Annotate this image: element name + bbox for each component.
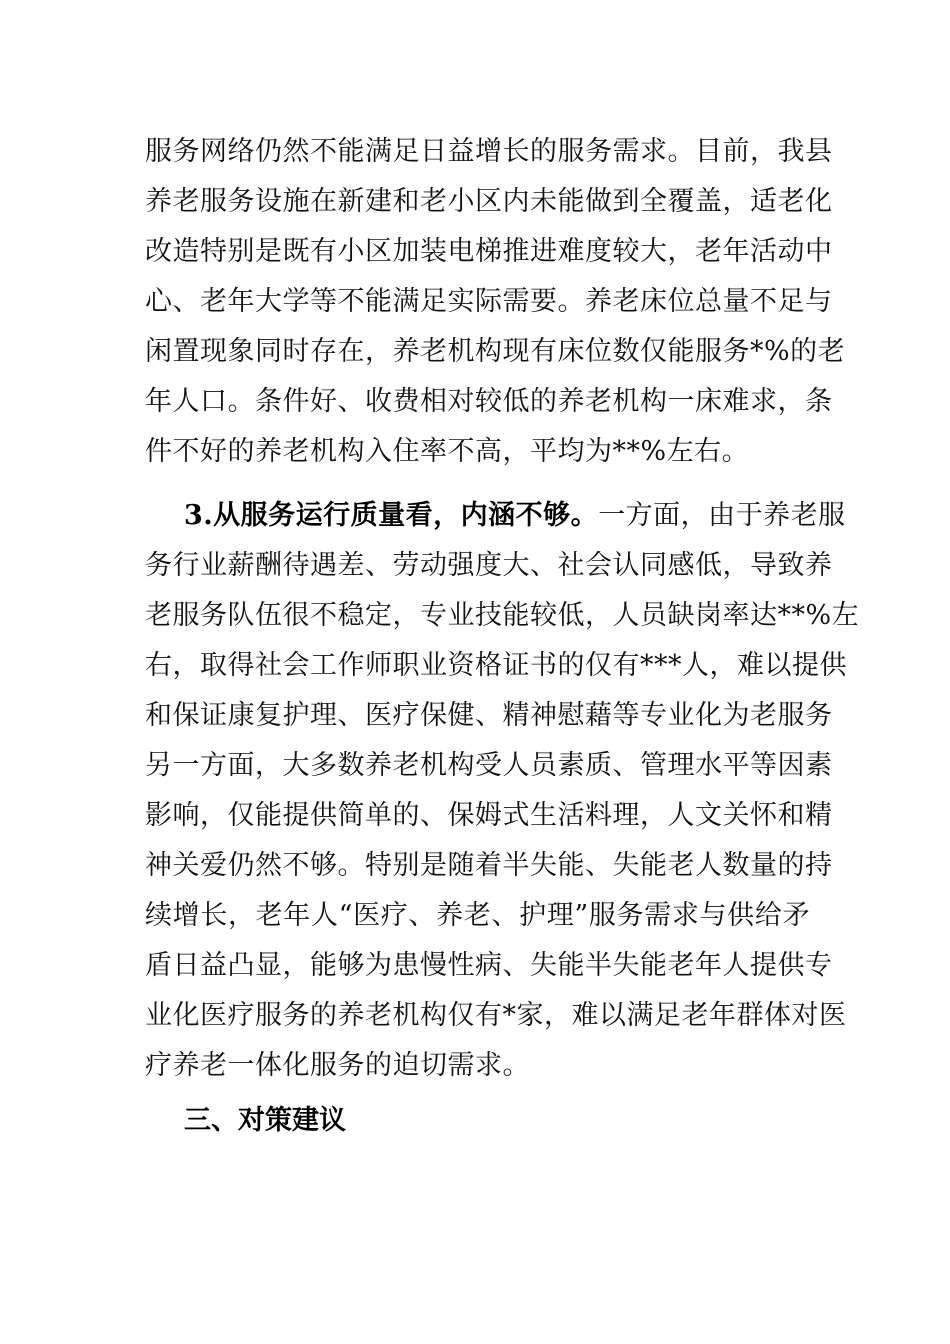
paragraph-2-line-11: 业化医疗服务的养老机构仅有*家，难以满足老年群体对医	[145, 1000, 847, 1031]
paragraph-1-line-2: 养老服务设施在新建和老小区内未能做到全覆盖，适老化	[145, 186, 833, 217]
paragraph-2-line-1	[184, 496, 846, 536]
paragraph-2-line-7: 影响，仅能提供简单的、保姆式生活料理，人文关怀和精	[145, 800, 833, 831]
paragraph-2-line-9: 续增长，老年人“医疗、养老、护理”服务需求与供给矛	[145, 900, 810, 931]
paragraph-1-line-1: 服务网络仍然不能满足日益增长的服务需求。目前，我县	[145, 136, 833, 167]
paragraph-1-line-6: 年人口。条件好、收费相对较低的养老机构一床难求，条	[145, 386, 833, 417]
paragraph-2-line-12: 疗养老一体化服务的迫切需求。	[145, 1050, 530, 1081]
paragraph-1-line-7: 件不好的养老机构入住率不高，平均为**%左右。	[145, 436, 750, 467]
paragraph-2-line-4: 右，取得社会工作师职业资格证书的仅有***人，难以提供	[145, 650, 847, 681]
paragraph-1-line-3: 改造特别是既有小区加装电梯推进难度较大，老年活动中	[145, 236, 833, 267]
paragraph-2-line-1-rest: 一方面，由于养老服	[598, 500, 846, 531]
paragraph-1-line-5: 闲置现象同时存在，养老机构现有床位数仅能服务*%的老	[145, 336, 846, 367]
paragraph-2-line-8: 神关爱仍然不够。特别是随着半失能、失能老人数量的持	[145, 850, 833, 881]
paragraph-2-line-3: 老服务队伍很不稳定，专业技能较低，人员缺岗率达**%左	[145, 600, 860, 631]
paragraph-2-line-6: 另一方面，大多数养老机构受人员素质、管理水平等因素	[145, 750, 833, 781]
paragraph-2-line-10: 盾日益凸显，能够为患慢性病、失能半失能老年人提供专	[145, 950, 833, 981]
paragraph-2-line-2: 务行业薪酬待遇差、劳动强度大、社会认同感低，导致养	[145, 550, 833, 581]
paragraph-2-line-5: 和保证康复护理、医疗保健、精神慰藉等专业化为老服务	[145, 700, 833, 731]
paragraph-2-heading: 3.从服务运行质量看，内涵不够。	[184, 500, 599, 531]
paragraph-1-line-4: 心、老年大学等不能满足实际需要。养老床位总量不足与	[145, 286, 833, 317]
section-heading: 三、对策建议	[184, 1105, 346, 1136]
